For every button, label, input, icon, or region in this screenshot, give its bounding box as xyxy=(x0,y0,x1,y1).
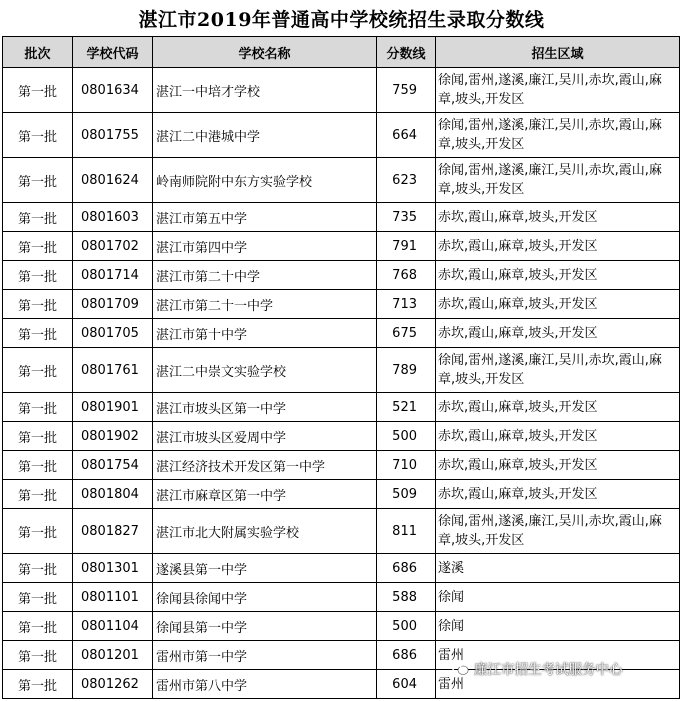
table-row xyxy=(3,509,680,554)
cell-school-code: 0801709 xyxy=(73,290,153,319)
cell-school-code: 0801624 xyxy=(73,158,153,203)
cell-school-code: 0801262 xyxy=(73,670,153,699)
cell-score: 509 xyxy=(377,480,436,509)
cell-batch: 第一批 xyxy=(3,641,73,670)
table-row xyxy=(3,68,680,113)
cell-score: 664 xyxy=(377,113,436,158)
cell-score: 789 xyxy=(377,348,436,393)
cell-school-code: 0801755 xyxy=(73,113,153,158)
table-row xyxy=(3,290,680,319)
cell-score: 604 xyxy=(377,670,436,699)
cell-score: 811 xyxy=(377,509,436,554)
cell-school-name: 湛江一中培才学校 xyxy=(153,68,377,113)
table-row xyxy=(3,583,680,612)
cell-school-name: 湛江二中崇文实验学校 xyxy=(153,348,377,393)
cell-batch: 第一批 xyxy=(3,554,73,583)
cell-score: 675 xyxy=(377,319,436,348)
cell-score: 686 xyxy=(377,641,436,670)
cell-school-code: 0801104 xyxy=(73,612,153,641)
cell-region: 赤坎,霞山,麻章,坡头,开发区 xyxy=(436,290,680,319)
cell-batch: 第一批 xyxy=(3,319,73,348)
cell-school-code: 0801901 xyxy=(73,393,153,422)
cell-batch: 第一批 xyxy=(3,203,73,232)
cell-school-name: 湛江经济技术开发区第一中学 xyxy=(153,451,377,480)
cell-region: 赤坎,霞山,麻章,坡头,开发区 xyxy=(436,480,680,509)
table-row xyxy=(3,113,680,158)
table-row xyxy=(3,261,680,290)
cell-region: 徐闻,雷州,遂溪,廉江,吴川,赤坎,霞山,麻章,坡头,开发区 xyxy=(436,348,680,393)
cell-school-name: 岭南师院附中东方实验学校 xyxy=(153,158,377,203)
cell-score: 791 xyxy=(377,232,436,261)
cell-school-name: 遂溪县第一中学 xyxy=(153,554,377,583)
cell-school-code: 0801634 xyxy=(73,68,153,113)
cell-school-name: 湛江市麻章区第一中学 xyxy=(153,480,377,509)
cell-batch: 第一批 xyxy=(3,670,73,699)
cell-region: 赤坎,霞山,麻章,坡头,开发区 xyxy=(436,451,680,480)
watermark-text: 廉江市招生考试服务中心 xyxy=(474,662,623,678)
table-row xyxy=(3,554,680,583)
table-row xyxy=(3,641,680,670)
cell-score: 588 xyxy=(377,583,436,612)
cell-batch: 第一批 xyxy=(3,480,73,509)
cell-school-code: 0801714 xyxy=(73,261,153,290)
cell-region: 赤坎,霞山,麻章,坡头,开发区 xyxy=(436,232,680,261)
cell-batch: 第一批 xyxy=(3,451,73,480)
table-row xyxy=(3,451,680,480)
cell-score: 500 xyxy=(377,422,436,451)
cell-school-name: 徐闻县徐闻中学 xyxy=(153,583,377,612)
header-score: 分数线 xyxy=(377,37,436,68)
cell-score: 500 xyxy=(377,612,436,641)
cell-school-name: 湛江二中港城中学 xyxy=(153,113,377,158)
cell-school-name: 雷州市第八中学 xyxy=(153,670,377,699)
cell-school-code: 0801705 xyxy=(73,319,153,348)
header-school-code: 学校代码 xyxy=(73,37,153,68)
cell-school-code: 0801201 xyxy=(73,641,153,670)
cell-region: 徐闻,雷州,遂溪,廉江,吴川,赤坎,霞山,麻章,坡头,开发区 xyxy=(436,158,680,203)
table-row xyxy=(3,612,680,641)
cell-batch: 第一批 xyxy=(3,348,73,393)
cell-school-code: 0801754 xyxy=(73,451,153,480)
cell-region: 徐闻 xyxy=(436,612,680,641)
cell-score: 623 xyxy=(377,158,436,203)
cell-school-name: 湛江市北大附属实验学校 xyxy=(153,509,377,554)
cell-region: 赤坎,霞山,麻章,坡头,开发区 xyxy=(436,319,680,348)
header-batch: 批次 xyxy=(3,37,73,68)
cell-region: 徐闻,雷州,遂溪,廉江,吴川,赤坎,霞山,麻章,坡头,开发区 xyxy=(436,68,680,113)
cell-school-code: 0801702 xyxy=(73,232,153,261)
cell-region: 徐闻,雷州,遂溪,廉江,吴川,赤坎,霞山,麻章,坡头,开发区 xyxy=(436,113,680,158)
cell-score: 710 xyxy=(377,451,436,480)
cell-batch: 第一批 xyxy=(3,158,73,203)
cell-region: 雷州 xyxy=(436,670,680,699)
cell-score: 759 xyxy=(377,68,436,113)
cell-score: 521 xyxy=(377,393,436,422)
cell-batch: 第一批 xyxy=(3,232,73,261)
cell-school-name: 雷州市第一中学 xyxy=(153,641,377,670)
cell-batch: 第一批 xyxy=(3,113,73,158)
score-table xyxy=(2,36,680,699)
header-region: 招生区域 xyxy=(436,37,680,68)
table-row xyxy=(3,319,680,348)
cell-batch: 第一批 xyxy=(3,68,73,113)
page-title: 湛江市2019年普通高中学校统招生录取分数线 xyxy=(138,8,545,31)
cell-school-code: 0801827 xyxy=(73,509,153,554)
cell-school-code: 0801902 xyxy=(73,422,153,451)
table-row xyxy=(3,393,680,422)
cell-region: 遂溪 xyxy=(436,554,680,583)
cell-score: 713 xyxy=(377,290,436,319)
cell-batch: 第一批 xyxy=(3,422,73,451)
cell-school-name: 湛江市第二十一中学 xyxy=(153,290,377,319)
cell-batch: 第一批 xyxy=(3,261,73,290)
cell-batch: 第一批 xyxy=(3,583,73,612)
cell-region: 赤坎,霞山,麻章,坡头,开发区 xyxy=(436,422,680,451)
table-row xyxy=(3,480,680,509)
cell-school-name: 湛江市第四中学 xyxy=(153,232,377,261)
cell-school-name: 湛江市第二十中学 xyxy=(153,261,377,290)
cell-region: 赤坎,霞山,麻章,坡头,开发区 xyxy=(436,261,680,290)
cell-batch: 第一批 xyxy=(3,612,73,641)
cell-school-name: 湛江市坡头区第一中学 xyxy=(153,393,377,422)
cell-region: 徐闻 xyxy=(436,583,680,612)
table-row xyxy=(3,232,680,261)
table-row xyxy=(3,670,680,699)
cell-batch: 第一批 xyxy=(3,509,73,554)
table-row xyxy=(3,348,680,393)
cell-score: 686 xyxy=(377,554,436,583)
cell-score: 768 xyxy=(377,261,436,290)
cell-school-name: 湛江市第十中学 xyxy=(153,319,377,348)
cell-batch: 第一批 xyxy=(3,393,73,422)
cell-batch: 第一批 xyxy=(3,290,73,319)
table-row xyxy=(3,422,680,451)
cell-school-code: 0801101 xyxy=(73,583,153,612)
cell-region: 赤坎,霞山,麻章,坡头,开发区 xyxy=(436,393,680,422)
table-header-row xyxy=(3,37,680,68)
cell-score: 735 xyxy=(377,203,436,232)
header-school-name: 学校名称 xyxy=(153,37,377,68)
cell-region: 赤坎,霞山,麻章,坡头,开发区 xyxy=(436,203,680,232)
cell-region: 徐闻,雷州,遂溪,廉江,吴川,赤坎,霞山,麻章,坡头,开发区 xyxy=(436,509,680,554)
cell-region: 雷州 xyxy=(436,641,680,670)
cell-school-code: 0801761 xyxy=(73,348,153,393)
table-body xyxy=(3,68,680,699)
cell-school-name: 湛江市坡头区爱周中学 xyxy=(153,422,377,451)
cell-school-code: 0801804 xyxy=(73,480,153,509)
cell-school-name: 徐闻县第一中学 xyxy=(153,612,377,641)
cell-school-code: 0801603 xyxy=(73,203,153,232)
cell-school-code: 0801301 xyxy=(73,554,153,583)
table-row xyxy=(3,203,680,232)
cell-school-name: 湛江市第五中学 xyxy=(153,203,377,232)
table-row xyxy=(3,158,680,203)
